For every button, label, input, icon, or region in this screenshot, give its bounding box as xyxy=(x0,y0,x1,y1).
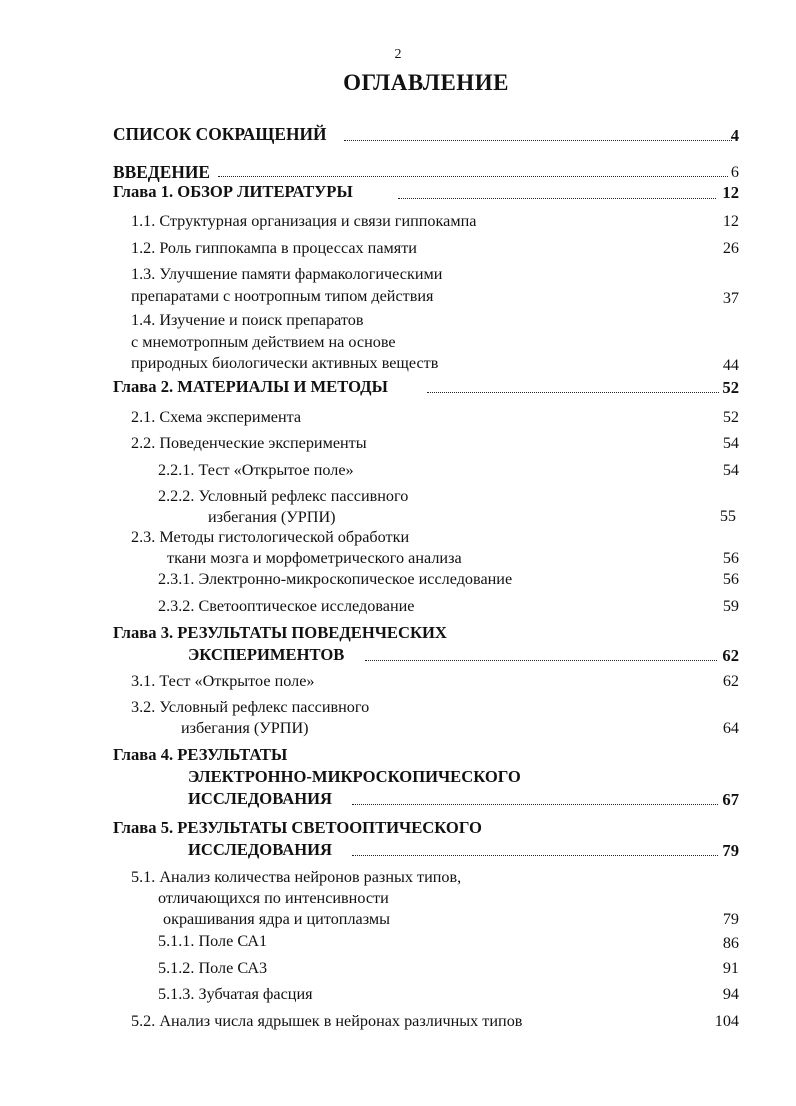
toc-page-2-2-1: 54 xyxy=(722,461,739,479)
toc-leader-dots xyxy=(398,198,716,199)
toc-page-5-1-2: 91 xyxy=(722,959,739,977)
toc-page-chapter-3: 62 xyxy=(722,646,739,665)
toc-entry-5-1-2: 5.1.2. Поле СА3 xyxy=(158,959,268,977)
toc-entry-5-1-cont: отличающихся по интенсивности xyxy=(158,889,389,907)
toc-page-chapter-2: 52 xyxy=(722,378,739,397)
toc-entry-chapter-4-cont2: ИССЛЕДОВАНИЯ xyxy=(188,789,333,808)
toc-entry-3-2: 3.2. Условный рефлекс пассивного xyxy=(131,698,370,716)
toc-page-1-4: 44 xyxy=(722,356,739,374)
toc-entry-2-2: 2.2. Поведенческие эксперименты xyxy=(131,434,367,452)
toc-leader-dots xyxy=(352,855,718,856)
toc-title: ОГЛАВЛЕНИЕ xyxy=(343,70,509,95)
page-number: 2 xyxy=(394,47,402,62)
toc-page-2-2: 54 xyxy=(722,434,739,452)
toc-entry-1-2: 1.2. Роль гиппокампа в процессах памяти xyxy=(131,239,417,257)
toc-leader-dots xyxy=(344,140,732,141)
toc-entry-abbreviations: СПИСОК СОКРАЩЕНИЙ xyxy=(113,124,327,144)
toc-entry-1-1: 1.1. Структурная организация и связи гиппокампа xyxy=(131,212,477,230)
toc-page-5-1-3: 94 xyxy=(722,985,739,1003)
toc-leader-dots xyxy=(427,392,719,393)
toc-page-2-2-2: 55 xyxy=(719,507,736,525)
toc-page-3-2: 64 xyxy=(722,719,739,737)
toc-leader-dots xyxy=(218,176,728,177)
toc-page-1-2: 26 xyxy=(722,239,739,257)
toc-entry-2-2-2-cont: избегания (УРПИ) xyxy=(208,508,336,526)
toc-page-5-1: 79 xyxy=(722,910,739,928)
toc-leader-dots xyxy=(352,804,718,805)
toc-entry-2-3-2: 2.3.2. Светооптическое исследование xyxy=(158,597,415,615)
toc-entry-introduction: ВВЕДЕНИЕ xyxy=(113,162,211,182)
toc-entry-1-3: 1.3. Улучшение памяти фармакологическими xyxy=(131,265,443,283)
toc-entry-chapter-3: Глава 3. РЕЗУЛЬТАТЫ ПОВЕДЕНЧЕСКИХ xyxy=(113,623,447,642)
toc-entry-chapter-5-cont: ИССЛЕДОВАНИЯ xyxy=(188,840,333,859)
toc-entry-chapter-3-cont: ЭКСПЕРИМЕНТОВ xyxy=(188,645,345,664)
toc-entry-chapter-1: Глава 1. ОБЗОР ЛИТЕРАТУРЫ xyxy=(113,182,353,201)
toc-entry-1-3-cont: препаратами с ноотропным типом действия xyxy=(131,287,434,305)
toc-entry-5-1-3: 5.1.3. Зубчатая фасция xyxy=(158,985,313,1003)
toc-page-1-3: 37 xyxy=(722,289,739,307)
toc-page-5-1-1: 86 xyxy=(722,934,739,952)
toc-entry-5-1-cont2: окрашивания ядра и цитоплазмы xyxy=(163,910,391,928)
toc-leader-dots xyxy=(365,660,717,661)
toc-page-2-3-2: 59 xyxy=(722,597,739,615)
toc-page-3-1: 62 xyxy=(722,672,739,690)
toc-page-introduction: 6 xyxy=(730,163,739,181)
toc-entry-1-4-cont: с мнемотропным действием на основе xyxy=(131,333,396,351)
toc-page-chapter-1: 12 xyxy=(722,183,739,202)
toc-entry-2-1: 2.1. Схема эксперимента xyxy=(131,408,302,426)
toc-entry-3-1: 3.1. Тест «Открытое поле» xyxy=(131,672,315,690)
toc-page-1-1: 12 xyxy=(722,212,739,230)
toc-entry-1-4-cont2: природных биологически активных веществ xyxy=(131,354,439,372)
toc-entry-chapter-4: Глава 4. РЕЗУЛЬТАТЫ xyxy=(113,745,288,764)
toc-entry-chapter-5: Глава 5. РЕЗУЛЬТАТЫ СВЕТООПТИЧЕСКОГО xyxy=(113,818,482,837)
toc-entry-chapter-4-cont: ЭЛЕКТРОННО-МИКРОСКОПИЧЕСКОГО xyxy=(188,767,521,786)
toc-page-5-2: 104 xyxy=(714,1012,739,1030)
toc-entry-2-3-cont: ткани мозга и морфометрического анализа xyxy=(167,549,462,567)
toc-entry-2-2-1: 2.2.1. Тест «Открытое поле» xyxy=(158,461,354,479)
toc-page-2-3: 56 xyxy=(722,549,739,567)
toc-page-chapter-4: 67 xyxy=(722,790,739,809)
toc-entry-chapter-2: Глава 2. МАТЕРИАЛЫ И МЕТОДЫ xyxy=(113,377,388,396)
toc-page-2-3-1: 56 xyxy=(722,570,739,588)
toc-entry-2-3: 2.3. Методы гистологической обработки xyxy=(131,528,410,546)
toc-page-chapter-5: 79 xyxy=(722,841,739,860)
toc-entry-2-3-1: 2.3.1. Электронно-микроскопическое исследование xyxy=(158,570,513,588)
toc-page-2-1: 52 xyxy=(722,408,739,426)
toc-entry-1-4: 1.4. Изучение и поиск препаратов xyxy=(131,311,364,329)
toc-entry-5-1: 5.1. Анализ количества нейронов разных типов, xyxy=(131,868,462,886)
toc-page-abbreviations: 4 xyxy=(730,126,739,145)
toc-entry-3-2-cont: избегания (УРПИ) xyxy=(181,719,309,737)
toc-entry-2-2-2: 2.2.2. Условный рефлекс пассивного xyxy=(158,487,409,505)
toc-entry-5-2: 5.2. Анализ числа ядрышек в нейронах различных типов xyxy=(131,1012,523,1030)
toc-entry-5-1-1: 5.1.1. Поле СА1 xyxy=(158,932,268,950)
